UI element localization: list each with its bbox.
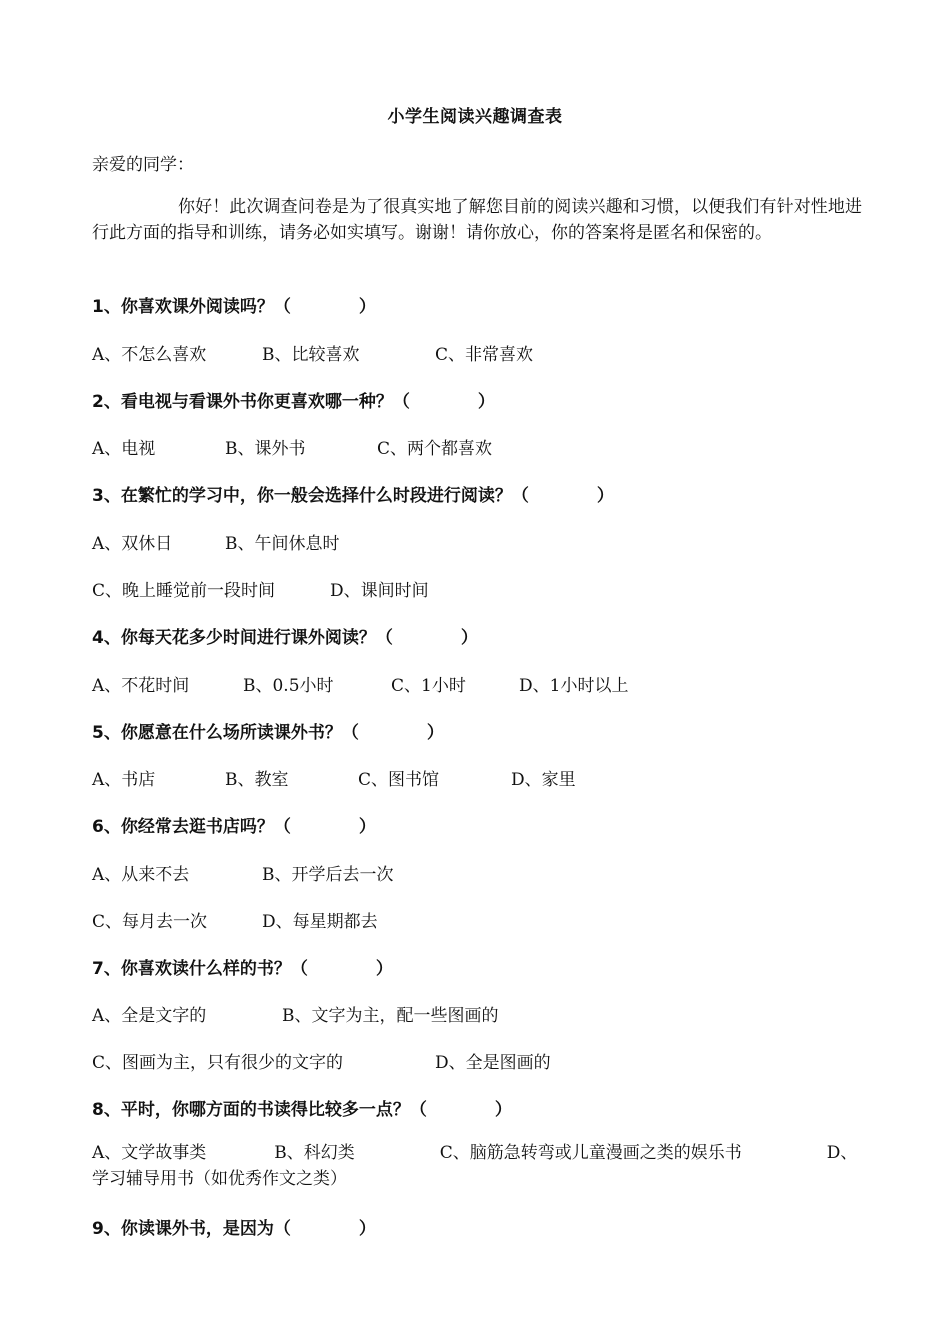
option-1c: C、非常喜欢	[435, 345, 534, 365]
option-1b: B、比较喜欢	[262, 345, 360, 365]
option-6c: C、每月去一次	[92, 912, 208, 932]
option-4b: B、0.5小时	[243, 676, 334, 696]
greeting: 亲爱的同学：	[92, 155, 194, 175]
option-5b: B、教室	[225, 770, 289, 790]
option-7a: A、全是文字的	[92, 1006, 207, 1026]
option-3d: D、课间时间	[330, 581, 429, 601]
option-5d: D、家里	[511, 770, 576, 790]
option-3c: C、晚上睡觉前一段时间	[92, 581, 276, 601]
question-6: 6、你经常去逛书店吗？（ ）	[92, 817, 376, 837]
option-7d: D、全是图画的	[435, 1053, 551, 1073]
option-3b: B、午间休息时	[225, 534, 340, 554]
question-8: 8、平时，你哪方面的书读得比较多一点？（ ）	[92, 1100, 512, 1120]
option-6d: D、每星期都去	[262, 912, 378, 932]
option-3a: A、双休日	[92, 534, 173, 554]
option-2a: A、电视	[92, 439, 156, 459]
option-6a: A、从来不去	[92, 865, 190, 885]
question-3: 3、在繁忙的学习中，你一般会选择什么时段进行阅读？（ ）	[92, 486, 614, 506]
question-2: 2、看电视与看课外书你更喜欢哪一种？（ ）	[92, 392, 495, 412]
option-7c: C、图画为主，只有很少的文字的	[92, 1053, 344, 1073]
intro-paragraph: 你好！此次调查问卷是为了很真实地了解您目前的阅读兴趣和习惯，以便我们有针对性地进行此方面的指导和训练，请务必如实填写。谢谢！请你放心，你的答案将是匿名和保密的。	[92, 197, 862, 243]
question-9: 9、你读课外书，是因为（ ）	[92, 1219, 376, 1239]
page-title: 小学生阅读兴趣调查表	[387, 107, 563, 127]
option-6b: B、开学后去一次	[262, 865, 394, 885]
question-1: 1、你喜欢课外阅读吗？（ ）	[92, 297, 376, 317]
options-paragraph: A、文学故事类 B、科幻类 C、脑筋急转弯或儿童漫画之类的娱乐书 D、学习辅导用书（如优秀作文之类）	[92, 1143, 858, 1189]
option-4c: C、1小时	[391, 676, 466, 696]
option-4d: D、1小时以上	[519, 676, 629, 696]
option-5a: A、书店	[92, 770, 156, 790]
question-4: 4、你每天花多少时间进行课外阅读？（ ）	[92, 628, 478, 648]
option-2c: C、两个都喜欢	[377, 439, 493, 459]
option-4a: A、不花时间	[92, 676, 190, 696]
question-5: 5、你愿意在什么场所读课外书？（ ）	[92, 723, 444, 743]
option-2b: B、课外书	[225, 439, 306, 459]
question-7: 7、你喜欢读什么样的书？（ ）	[92, 959, 393, 979]
option-5c: C、图书馆	[358, 770, 440, 790]
option-1a: A、不怎么喜欢	[92, 345, 207, 365]
option-7b: B、文字为主，配一些图画的	[282, 1006, 499, 1026]
